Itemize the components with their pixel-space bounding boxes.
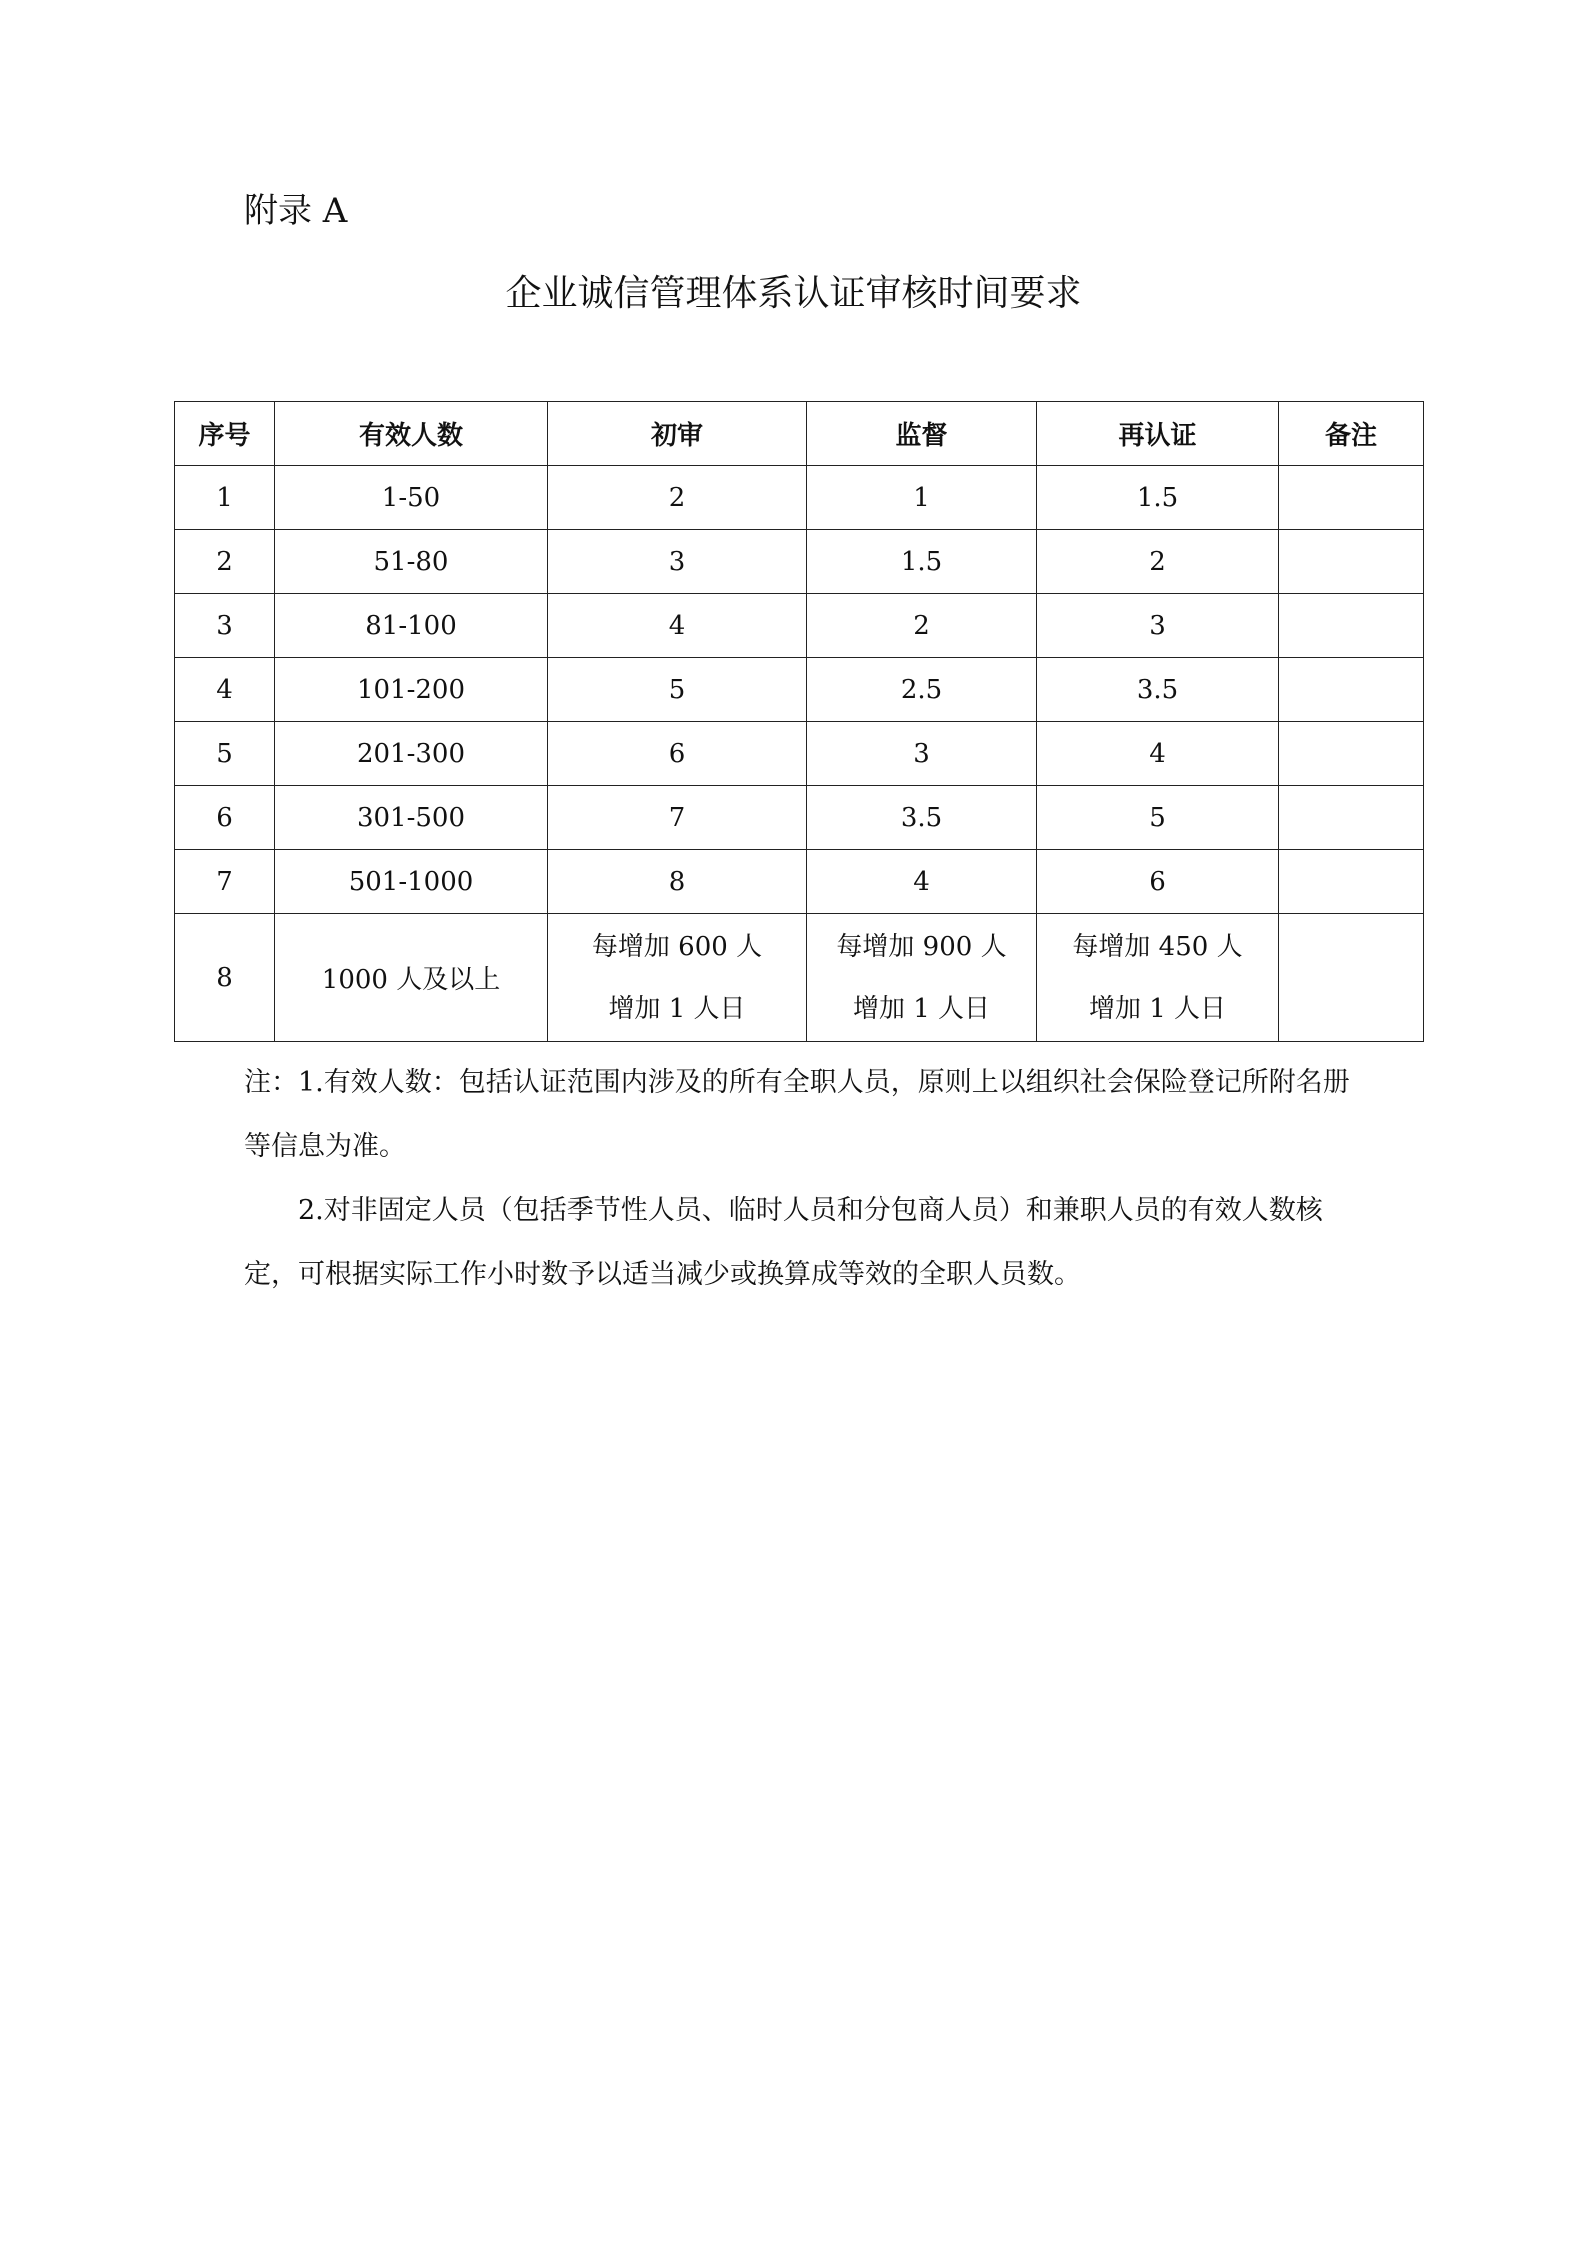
cell-initial: 7 bbox=[548, 786, 807, 850]
cell-initial: 2 bbox=[548, 466, 807, 530]
audit-time-table bbox=[174, 401, 1424, 1042]
cell-initial: 4 bbox=[548, 594, 807, 658]
cell-people: 1000 人及以上 bbox=[275, 914, 548, 1042]
note-2: 2.对非固定人员（包括季节性人员、临时人员和分包商人员）和兼职人员的有效人数核定，可根据实际工作小时数予以适当减少或换算成等效的全职人员数。 bbox=[244, 1195, 1323, 1290]
cell-recert-line1: 每增加 450 人 bbox=[1072, 931, 1243, 962]
cell-initial: 3 bbox=[548, 530, 807, 594]
table-row bbox=[175, 594, 1424, 658]
note-1: 注：1.有效人数：包括认证范围内涉及的所有全职人员，原则上以组织社会保险登记所附名册等信息为准。 bbox=[244, 1067, 1350, 1162]
cell-people: 101-200 bbox=[275, 658, 548, 722]
cell-people: 301-500 bbox=[275, 786, 548, 850]
appendix-label: 附录 A bbox=[244, 191, 348, 231]
table-header-row bbox=[175, 402, 1424, 466]
cell-surveillance: 2.5 bbox=[807, 658, 1037, 722]
cell-people: 201-300 bbox=[275, 722, 548, 786]
table-row bbox=[175, 850, 1424, 914]
cell-seq: 7 bbox=[175, 850, 275, 914]
cell-remark bbox=[1279, 850, 1424, 914]
header-remarks: 备注 bbox=[1279, 402, 1424, 466]
cell-surveillance-line2: 增加 1 人日 bbox=[852, 993, 991, 1024]
header-initial-audit: 初审 bbox=[548, 402, 807, 466]
cell-surveillance: 3 bbox=[807, 722, 1037, 786]
cell-recert: 5 bbox=[1037, 786, 1279, 850]
cell-recert: 3.5 bbox=[1037, 658, 1279, 722]
cell-surveillance: 3.5 bbox=[807, 786, 1037, 850]
cell-surveillance: 1 bbox=[807, 466, 1037, 530]
cell-seq: 5 bbox=[175, 722, 275, 786]
cell-seq: 3 bbox=[175, 594, 275, 658]
cell-people: 501-1000 bbox=[275, 850, 548, 914]
cell-people: 1-50 bbox=[275, 466, 548, 530]
cell-recert bbox=[1037, 914, 1279, 1042]
cell-remark bbox=[1279, 722, 1424, 786]
cell-recert: 6 bbox=[1037, 850, 1279, 914]
table-row bbox=[175, 914, 1424, 1042]
cell-remark bbox=[1279, 466, 1424, 530]
cell-recert: 1.5 bbox=[1037, 466, 1279, 530]
cell-initial-line1: 每增加 600 人 bbox=[591, 931, 763, 962]
table-row bbox=[175, 466, 1424, 530]
cell-surveillance: 4 bbox=[807, 850, 1037, 914]
cell-initial: 6 bbox=[548, 722, 807, 786]
cell-people: 51-80 bbox=[275, 530, 548, 594]
cell-surveillance: 1.5 bbox=[807, 530, 1037, 594]
header-seq: 序号 bbox=[175, 402, 275, 466]
table-row bbox=[175, 786, 1424, 850]
header-effective-people: 有效人数 bbox=[275, 402, 548, 466]
cell-recert-line2: 增加 1 人日 bbox=[1088, 993, 1227, 1024]
document-title: 企业诚信管理体系认证审核时间要求 bbox=[505, 273, 1082, 314]
cell-initial-line2: 增加 1 人日 bbox=[608, 993, 746, 1024]
cell-surveillance-line1: 每增加 900 人 bbox=[836, 931, 1007, 962]
header-surveillance: 监督 bbox=[807, 402, 1037, 466]
table-row bbox=[175, 658, 1424, 722]
table-row bbox=[175, 722, 1424, 786]
cell-recert: 3 bbox=[1037, 594, 1279, 658]
cell-remark bbox=[1279, 786, 1424, 850]
cell-initial: 8 bbox=[548, 850, 807, 914]
cell-remark bbox=[1279, 658, 1424, 722]
cell-recert: 4 bbox=[1037, 722, 1279, 786]
cell-seq: 4 bbox=[175, 658, 275, 722]
cell-people: 81-100 bbox=[275, 594, 548, 658]
cell-seq: 2 bbox=[175, 530, 275, 594]
cell-seq: 1 bbox=[175, 466, 275, 530]
cell-seq: 8 bbox=[175, 914, 275, 1042]
notes-section bbox=[244, 1051, 1354, 1307]
cell-remark bbox=[1279, 530, 1424, 594]
cell-recert: 2 bbox=[1037, 530, 1279, 594]
table-row bbox=[175, 530, 1424, 594]
cell-initial bbox=[548, 914, 807, 1042]
cell-remark bbox=[1279, 594, 1424, 658]
cell-surveillance bbox=[807, 914, 1037, 1042]
cell-initial: 5 bbox=[548, 658, 807, 722]
cell-seq: 6 bbox=[175, 786, 275, 850]
cell-remark bbox=[1279, 914, 1424, 1042]
cell-surveillance: 2 bbox=[807, 594, 1037, 658]
header-recertification: 再认证 bbox=[1037, 402, 1279, 466]
